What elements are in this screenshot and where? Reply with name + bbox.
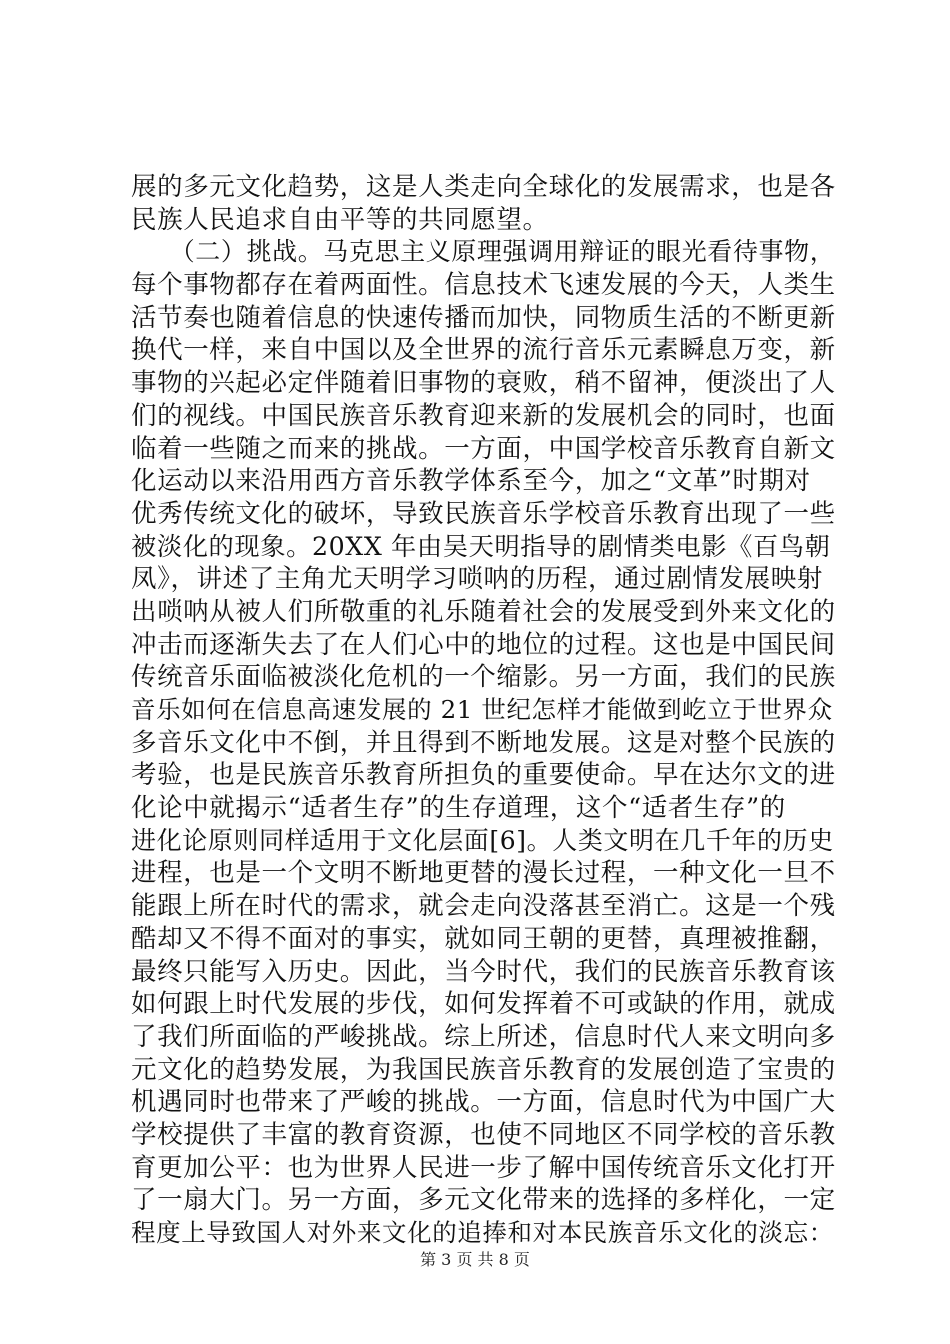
text-line: 进化论原则同样适用于文化层面[6]。人类文明在几千年的历史 <box>131 825 834 855</box>
text-line: 民族人民追求自由平等的共同愿望。 <box>131 204 549 235</box>
text-line: 能跟上所在时代的需求，就会走向没落甚至消亡。这是一个残 <box>131 891 836 922</box>
text-line: 每个事物都存在着两面性。信息技术飞速发展的今天，人类生 <box>131 270 836 301</box>
text-line: 冲击而逐渐失去了在人们心中的地位的过程。这也是中国民间 <box>131 629 836 660</box>
text-line: 机遇同时也带来了严峻的挑战。一方面，信息时代为中国广大 <box>131 1087 836 1118</box>
page-number-footer: 第 3 页 共 8 页 <box>420 1250 530 1269</box>
text-line: 程度上导致国人对外来文化的追捧和对本民族音乐文化的淡忘： <box>131 1218 834 1247</box>
text-line: 换代一样，来自中国以及全世界的流行音乐元素瞬息万变，新 <box>131 335 836 366</box>
text-line: 展的多元文化趋势，这是人类走向全球化的发展需求，也是各 <box>131 172 836 202</box>
text-line: 化论中就揭示“适者生存”的生存道理，这个“适者生存”的 <box>131 793 786 824</box>
text-line: 如何跟上时代发展的步伐，如何发挥着不可或缺的作用，就成 <box>131 989 836 1020</box>
text-line: 活节奏也随着信息的快速传播而加快，同物质生活的不断更新 <box>131 302 836 333</box>
text-line: 临着一些随之而来的挑战。一方面，中国学校音乐教育自新文 <box>131 433 836 464</box>
text-line: 凤》，讲述了主角尤天明学习唢呐的历程，通过剧情发展映射 <box>131 564 823 595</box>
text-line: 酷却又不得不面对的事实，就如同王朝的更替，真理被推翻， <box>131 923 836 954</box>
text-line: 了我们所面临的严峻挑战。综上所述，信息时代人来文明向多 <box>131 1021 836 1052</box>
text-line: 化运动以来沿用西方音乐教学体系至今，加之“文革”时期对 <box>131 466 811 497</box>
text-line: 事物的兴起必定伴随着旧事物的衰败，稍不留神，便淡出了人 <box>131 368 836 399</box>
text-line: 传统音乐面临被淡化危机的一个缩影。另一方面，我们的民族 <box>131 662 836 693</box>
text-line: 音乐如何在信息高速发展的 21 世纪怎样才能做到屹立于世界众 <box>131 695 833 724</box>
text-line: 考验，也是民族音乐教育所担负的重要使命。早在达尔文的进 <box>131 760 836 791</box>
text-line: 学校提供了丰富的教育资源，也使不同地区不同学校的音乐教 <box>131 1119 836 1150</box>
text-line: （二）挑战。马克思主义原理强调用辩证的眼光看待事物， <box>131 237 836 267</box>
text-line: 进程，也是一个文明不断地更替的漫长过程，一种文化一旦不 <box>131 858 836 889</box>
text-line: 出唢呐从被人们所敬重的礼乐随着社会的发展受到外来文化的 <box>131 596 836 627</box>
text-line: 们的视线。中国民族音乐教育迎来新的发展机会的同时，也面 <box>131 400 836 431</box>
text-line: 多音乐文化中不倒，并且得到不断地发展。这是对整个民族的 <box>131 727 836 758</box>
text-line: 最终只能写入历史。因此，当今时代，我们的民族音乐教育该 <box>131 956 836 987</box>
body-text <box>131 171 836 1250</box>
text-line: 被淡化的现象。20XX 年由吴天明指导的剧情类电影《百鸟朝 <box>131 531 831 561</box>
text-line: 了一扇大门。另一方面，多元文化带来的选择的多样化，一定 <box>131 1185 836 1216</box>
text-line: 育更加公平：也为世界人民进一步了解中国传统音乐文化打开 <box>131 1152 836 1183</box>
text-line: 元文化的趋势发展，为我国民族音乐教育的发展创造了宝贵的 <box>131 1054 836 1085</box>
text-line: 优秀传统文化的破坏，导致民族音乐学校音乐教育出现了一些 <box>131 498 836 529</box>
